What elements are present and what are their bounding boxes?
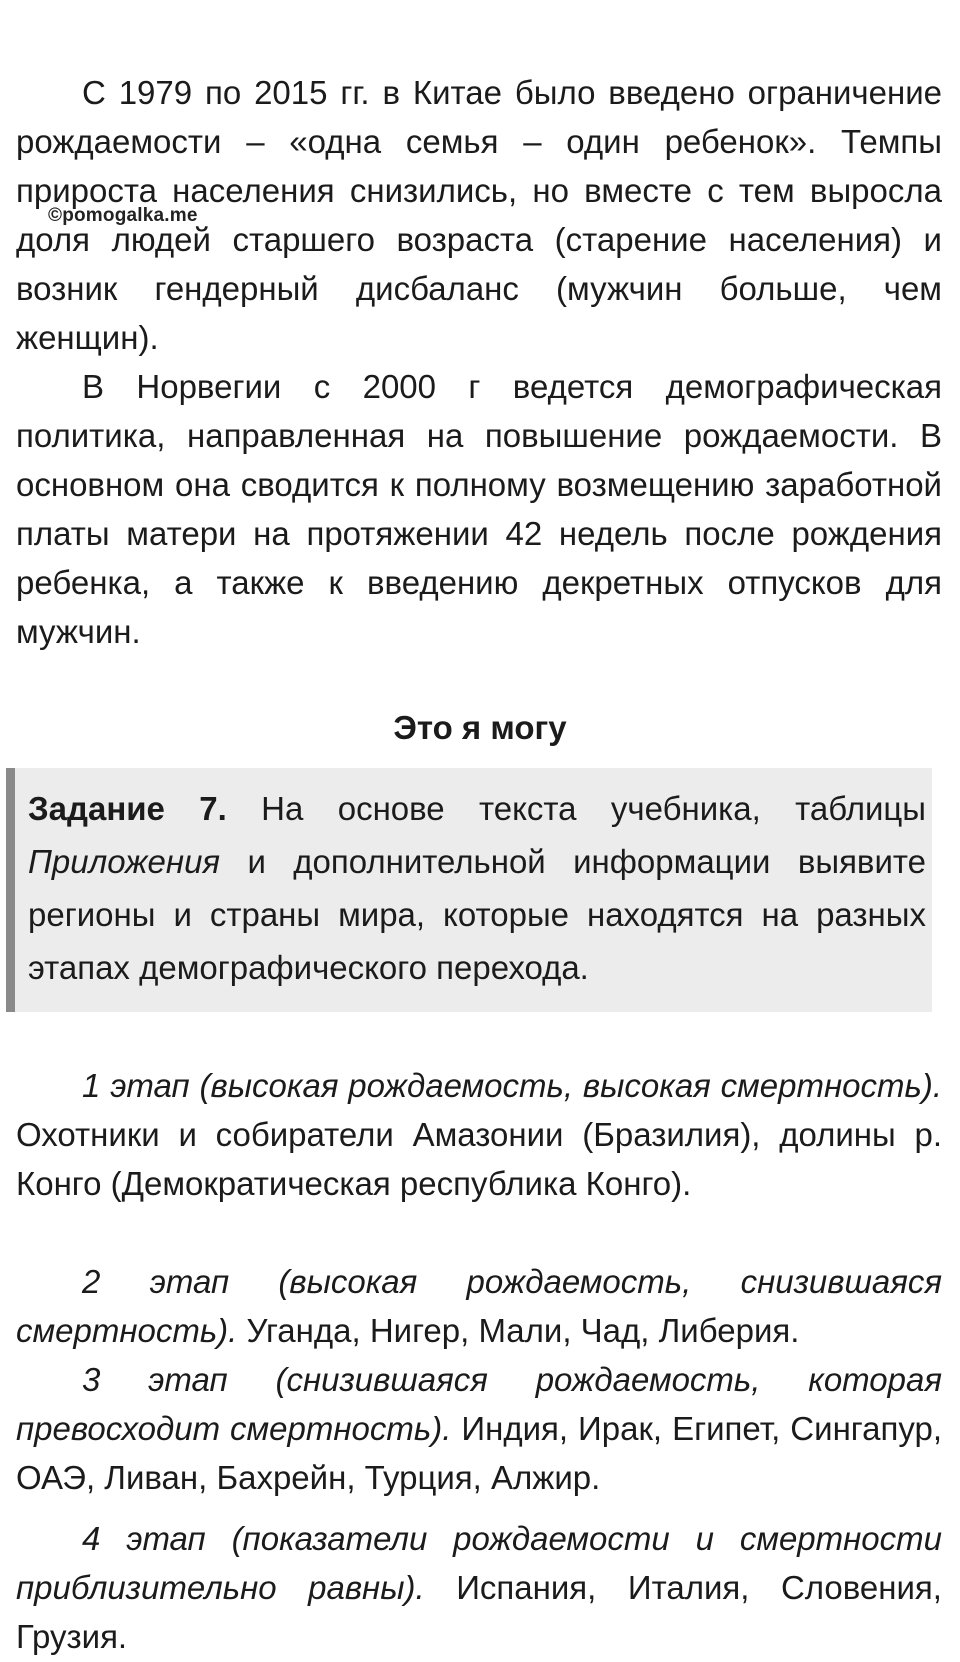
stage-3 (16, 1355, 942, 1502)
stage-3-body: Индия, Ирак, Египет, Сингапур, ОАЭ, Ливан, Бахрейн, Турция, Алжир. (16, 1410, 942, 1496)
stage-2-title: 2 этап (высокая рождаемость, снизившаяся смертность). (16, 1263, 942, 1349)
task-text-after: и дополнительной информации выявите регионы и страны мира, которые находятся на разных этапах демографического перехода. (28, 843, 926, 986)
stage-1 (16, 1061, 942, 1208)
stage-1-body: Охотники и собиратели Амазонии (Бразилия), долины р. Конго (Демократическая республика Конго). (16, 1116, 942, 1202)
stage-2-body: Уганда, Нигер, Мали, Чад, Либерия. (237, 1312, 800, 1349)
task-label: Задание 7. (28, 790, 227, 827)
stage-2 (16, 1257, 942, 1355)
section-heading: Это я могу (393, 709, 567, 746)
task-text-before: На основе текста учебника, таблицы (226, 790, 927, 827)
stage-4 (16, 1514, 942, 1661)
task-italic-word: Приложения (28, 843, 221, 880)
watermark: ©pomogalka.me (48, 205, 198, 226)
stage-4-body: Испания, Италия, Словения, Грузия. (16, 1569, 942, 1655)
stage-4-title: 4 этап (показатели рождаемости и смертности приблизительно равны). (16, 1520, 942, 1606)
task-box (6, 768, 932, 1012)
paragraph-china-text: С 1979 по 2015 гг. в Китае было введено ограничение рождаемости – «одна семья – один ребенок». Темпы прироста населения снизились, но вместе с тем выросла доля людей старшего возраста (старение населения) и возник гендерный дисбаланс (мужчин больше, чем женщин). (16, 74, 942, 356)
stage-3-title: 3 этап (снизившаяся рождаемость, которая превосходит смертность). (16, 1361, 942, 1447)
paragraph-norway-text: В Норвегии с 2000 г ведется демографическая политика, направленная на повышение рождаемости. В основном она сводится к полному возмещению заработной платы матери на протяжении 42 недель после рождения ребенка, а также к введению декретных отпусков для мужчин. (16, 368, 942, 650)
paragraph-norway (16, 362, 942, 656)
task-text (28, 782, 926, 994)
stage-1-title: 1 этап (высокая рождаемость, высокая смертность). (82, 1067, 942, 1104)
